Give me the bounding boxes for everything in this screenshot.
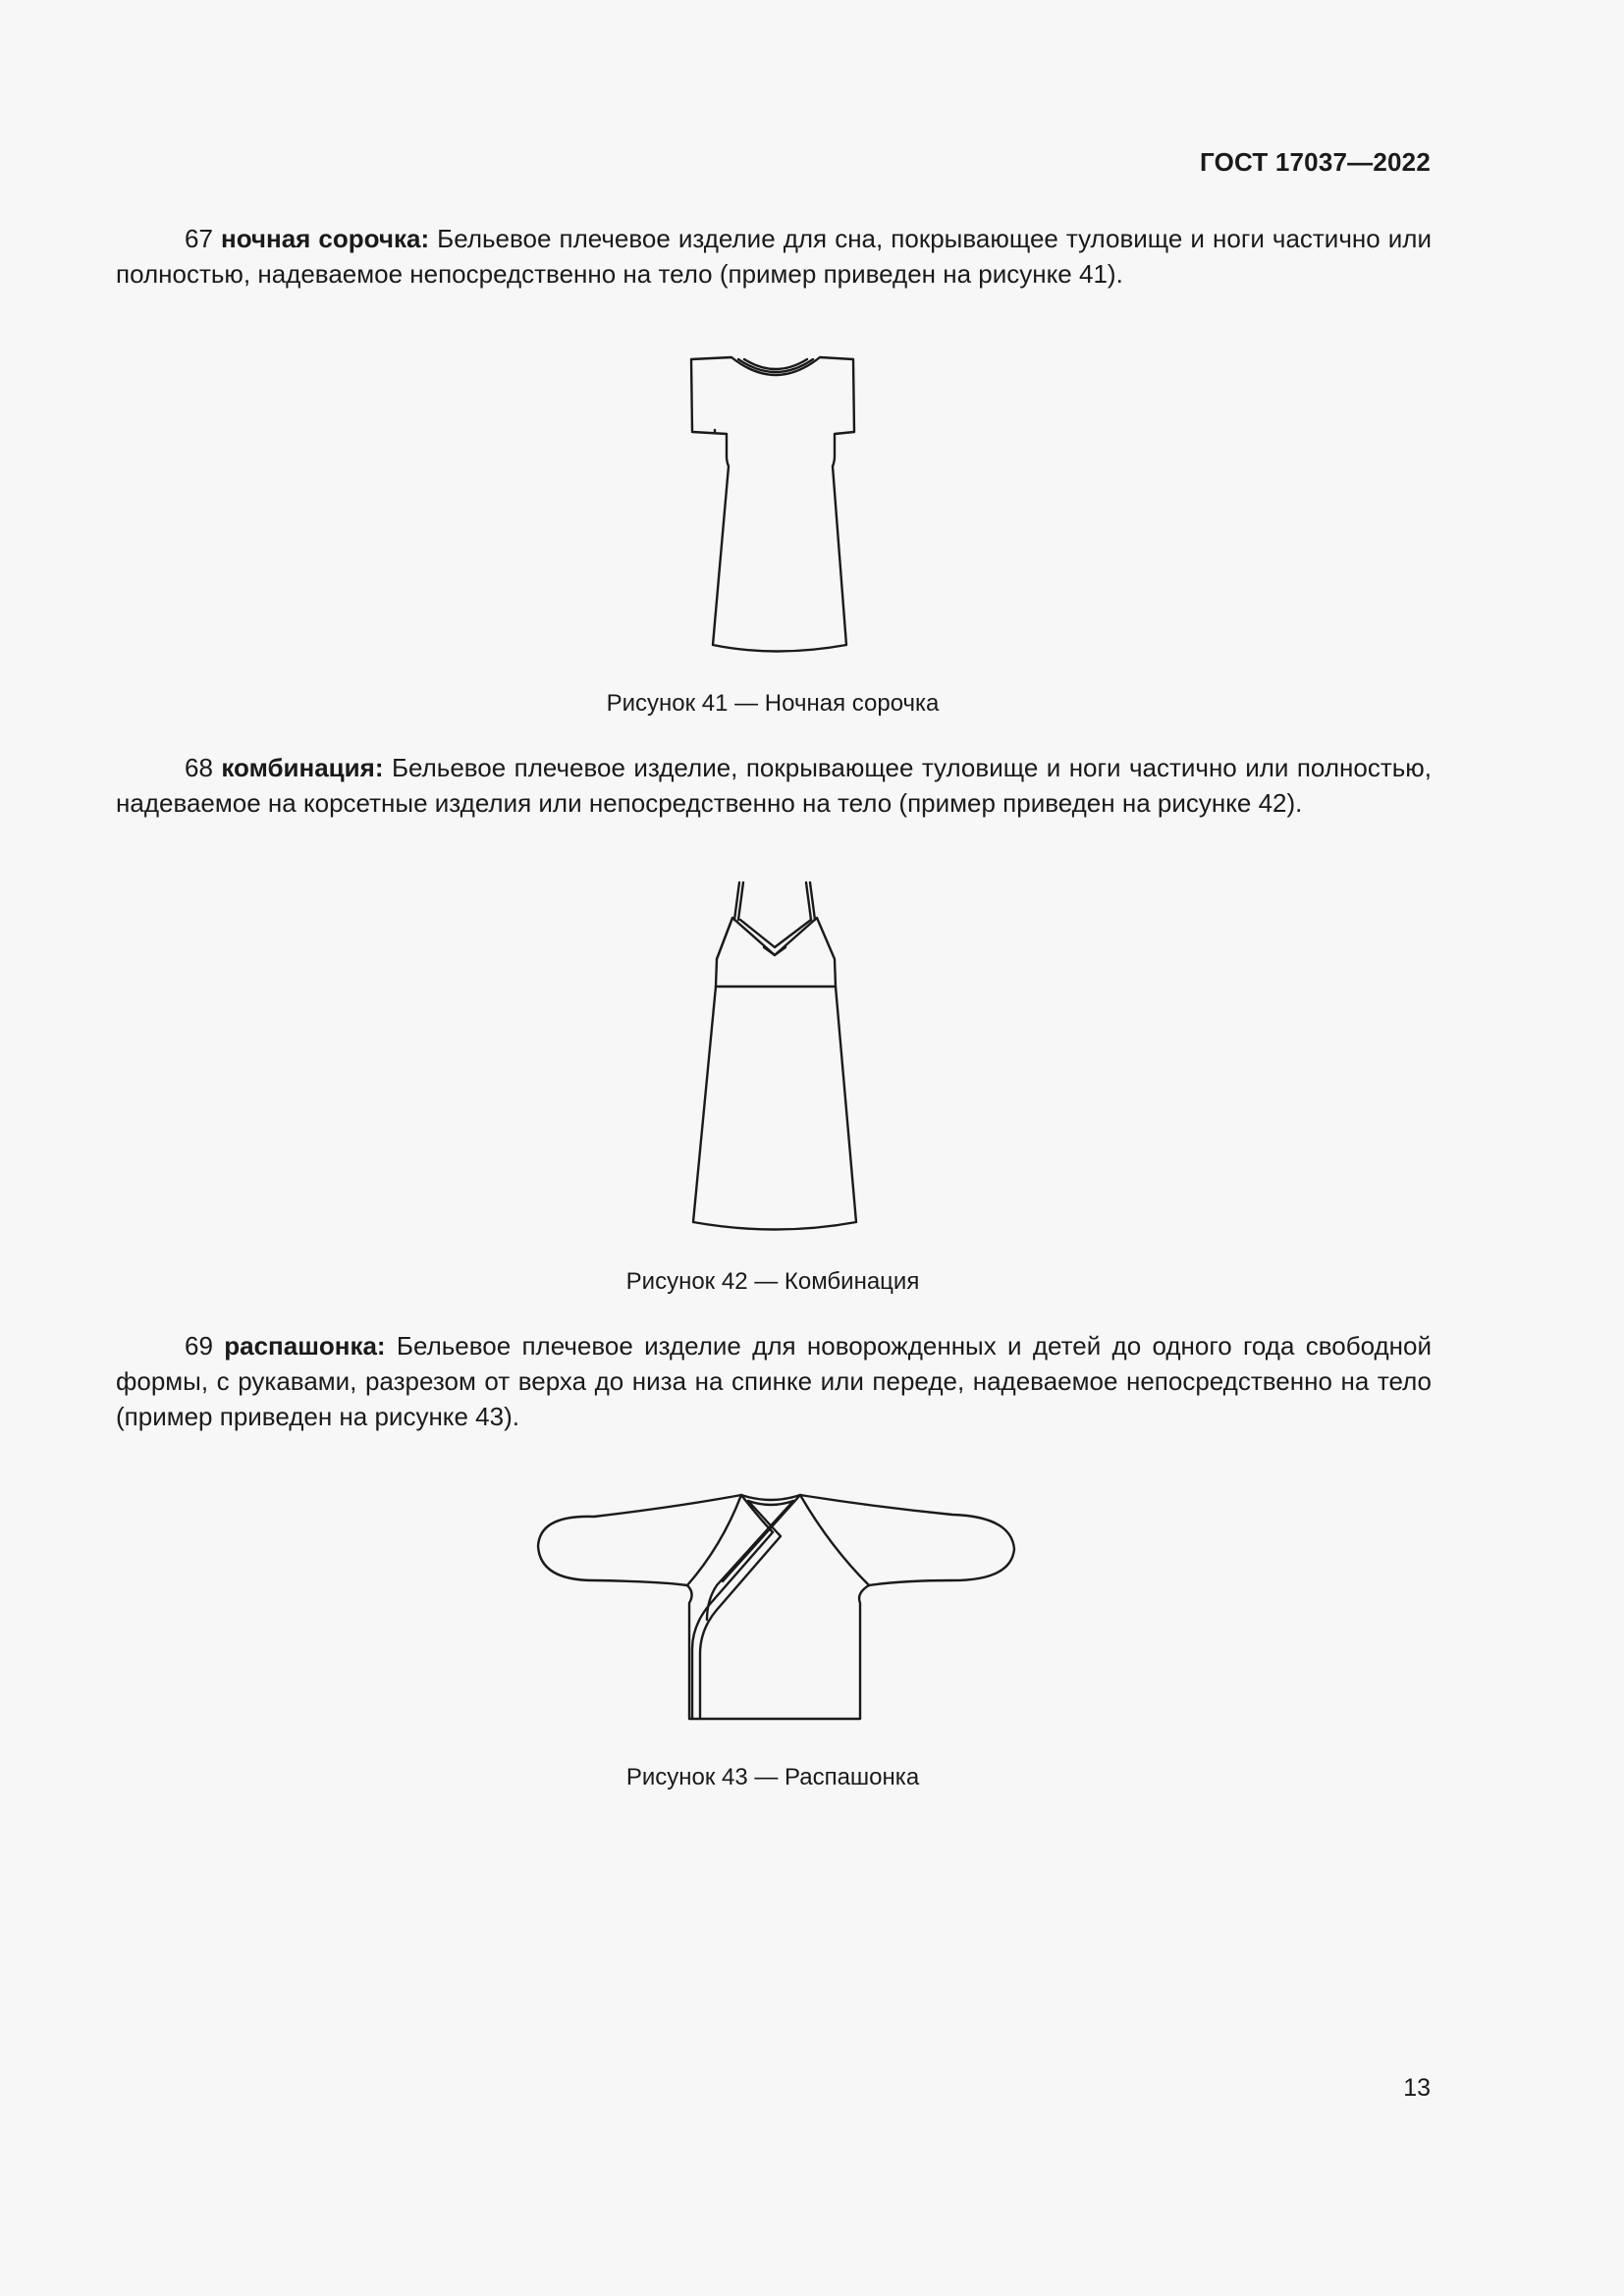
term-68-definition: Бельевое плечевое изделие, покрывающее туловище и ноги частично или полностью, надеваемое на корсетные изделия или непосредственно на тело (пример приведен на рисунке 42). xyxy=(116,753,1432,818)
slip-dress-drawing-icon xyxy=(687,879,864,1237)
term-67-paragraph xyxy=(116,221,1432,292)
figure-41-caption: Рисунок 41 — Ночная сорочка xyxy=(606,690,940,717)
figure-42-caption: Рисунок 42 — Комбинация xyxy=(625,1268,920,1295)
term-69-number: 69 xyxy=(185,1331,213,1361)
term-69-paragraph xyxy=(116,1328,1432,1434)
term-67-title: ночная сорочка: xyxy=(220,224,430,253)
baby-vest-drawing-icon xyxy=(530,1487,1021,1723)
term-68-title: комбинация: xyxy=(221,753,384,782)
page-number: 13 xyxy=(1403,2074,1431,2102)
term-67-number: 67 xyxy=(185,224,213,253)
term-69-title: распашонка: xyxy=(224,1331,386,1361)
figure-43-caption: Рисунок 43 — Распашонка xyxy=(625,1764,920,1790)
document-standard-header: ГОСТ 17037—2022 xyxy=(1200,147,1431,177)
term-68-number: 68 xyxy=(185,753,213,782)
term-67-definition: Бельевое плечевое изделие для сна, покрывающее туловище и ноги частично или полностью, надеваемое непосредственно на тело (пример приведен на рисунке 41). xyxy=(116,224,1432,289)
nightgown-drawing-icon xyxy=(687,353,864,653)
term-69-definition: Бельевое плечевое изделие для новорожденных и детей до одного года свободной формы, с рукавами, разрезом от верха до низа на спинке или переде, надеваемое непосредственно на тело (пример приведен на рисунке 43). xyxy=(116,1331,1433,1431)
term-68-paragraph xyxy=(116,750,1432,821)
